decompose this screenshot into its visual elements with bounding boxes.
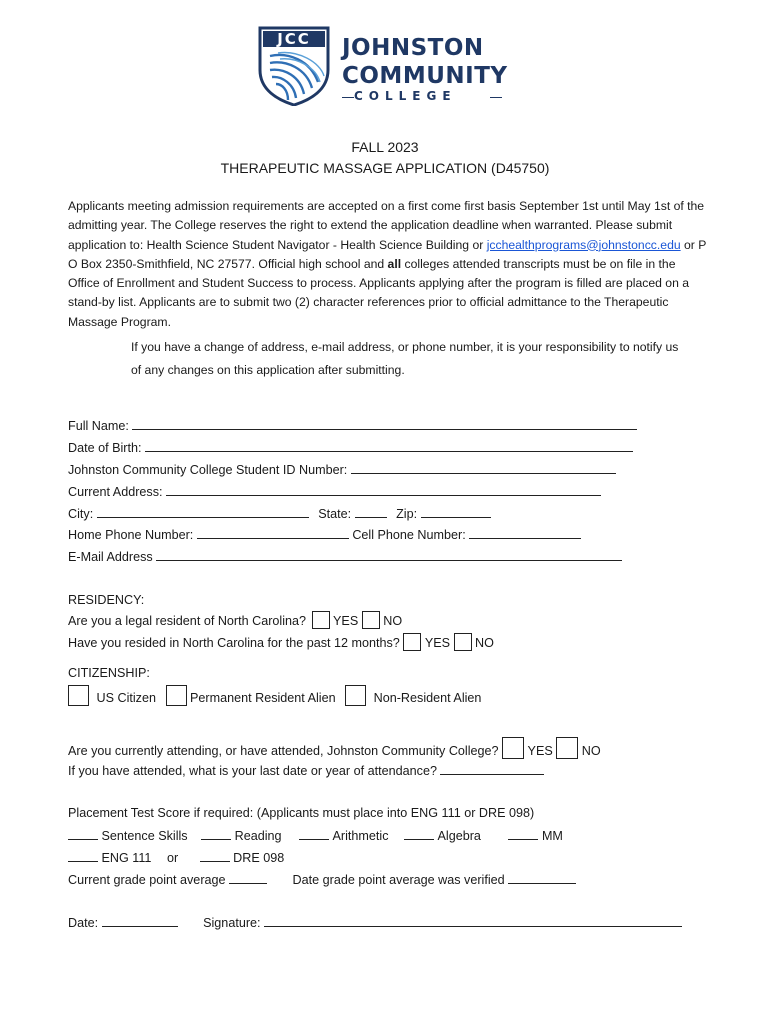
home-phone-label: Home Phone Number: xyxy=(68,528,194,542)
residency-q2-yes-checkbox[interactable] xyxy=(403,633,421,651)
sentence-skills-label: Sentence Skills xyxy=(101,829,188,843)
email-link[interactable]: jcchealthprograms@johnstoncc.edu xyxy=(486,237,681,252)
residency-q1-yes-checkbox[interactable] xyxy=(312,611,330,629)
sentence-skills-field[interactable] xyxy=(68,825,98,840)
yes-label: YES xyxy=(333,614,359,628)
mm-field[interactable] xyxy=(508,825,538,840)
email-label: E-Mail Address xyxy=(68,550,153,564)
student-id-row xyxy=(68,459,616,479)
no-label: NO xyxy=(581,744,601,758)
us-citizen-checkbox[interactable] xyxy=(68,685,89,706)
signature-label: Signature: xyxy=(203,916,261,930)
no-label: NO xyxy=(383,614,403,628)
dob-label: Date of Birth: xyxy=(68,441,142,455)
term-heading: FALL 2023 xyxy=(351,139,419,155)
signature-row xyxy=(68,912,682,932)
algebra-field[interactable] xyxy=(404,825,434,840)
yes-label: YES xyxy=(527,744,553,758)
full-name-row xyxy=(68,415,637,435)
gpa-row xyxy=(68,869,576,889)
or-label: or xyxy=(166,851,179,865)
state-label: State: xyxy=(318,507,352,521)
dob-field[interactable] xyxy=(145,437,633,452)
algebra-label: Algebra xyxy=(437,829,481,843)
student-id-field[interactable] xyxy=(351,459,616,474)
arithmetic-field[interactable] xyxy=(299,825,329,840)
zip-label: Zip: xyxy=(396,507,418,521)
attendance-q2-label: If you have attended, what is your last date or year of attendance? xyxy=(68,764,437,778)
dre-098-field[interactable] xyxy=(200,847,230,862)
reading-label: Reading xyxy=(234,829,282,843)
attendance-q1-label: Are you currently attending, or have attended, Johnston Community College? xyxy=(68,744,499,758)
citizenship-heading: CITIZENSHIP: xyxy=(68,666,150,680)
logo-divider-left xyxy=(342,97,354,98)
cell-phone-field[interactable] xyxy=(469,524,581,539)
permanent-resident-label: Permanent Resident Alien xyxy=(190,691,336,705)
attendance-yes-checkbox[interactable] xyxy=(502,737,524,759)
intro-paragraph xyxy=(68,197,708,332)
intro-text-3: colleges attended transcripts must be on file in the Office of Enrollment and Student Success to process. Applicants applying after the program is filled are placed on a stand-by list. Applicants are to submit two (2) character references prior to official admittance to the Therapeutic Massage Program. xyxy=(68,256,690,329)
residency-heading: RESIDENCY: xyxy=(68,593,145,607)
application-title: THERAPEUTIC MASSAGE APPLICATION (D45750) xyxy=(220,160,550,176)
dob-row xyxy=(68,437,633,457)
logo-line-college: COLLEGE xyxy=(354,89,457,103)
arithmetic-label: Arithmetic xyxy=(332,829,389,843)
logo-divider-right xyxy=(490,97,502,98)
attendance-q1-row xyxy=(68,737,601,757)
non-resident-label: Non-Resident Alien xyxy=(373,691,482,705)
change-notice: If you have a change of address, e-mail address, or phone number, it is your responsibility to notify us of any changes on this application after submitting. xyxy=(131,340,679,377)
eng-111-label: ENG 111 xyxy=(101,851,152,865)
zip-field[interactable] xyxy=(421,503,491,518)
residency-q2-label: Have you resided in North Carolina for the past 12 months? xyxy=(68,636,400,650)
city-label: City: xyxy=(68,507,94,521)
mm-label: MM xyxy=(541,829,563,843)
full-name-label: Full Name: xyxy=(68,419,129,433)
residency-q2-no-checkbox[interactable] xyxy=(454,633,472,651)
date-field[interactable] xyxy=(102,912,178,927)
address-label: Current Address: xyxy=(68,485,163,499)
intro-bold: all xyxy=(387,256,402,271)
state-field[interactable] xyxy=(355,503,387,518)
full-name-field[interactable] xyxy=(132,415,637,430)
attendance-no-checkbox[interactable] xyxy=(556,737,578,759)
logo-line-johnston: JOHNSTON xyxy=(342,35,484,61)
gpa-field[interactable] xyxy=(229,869,267,884)
dre-098-label: DRE 098 xyxy=(233,851,285,865)
cell-phone-label: Cell Phone Number: xyxy=(352,528,466,542)
placement-heading: Placement Test Score if required: (Applicants must place into ENG 111 or DRE 098) xyxy=(68,806,535,820)
no-label: NO xyxy=(475,636,494,650)
gpa-verified-label: Date grade point average was verified xyxy=(292,873,505,887)
intro-text-2: or P O Box 2350-Smithfield, NC 27577. Official high school and xyxy=(68,237,707,271)
email-row xyxy=(68,546,622,566)
phone-row xyxy=(68,524,581,544)
logo-line-community: COMMUNITY xyxy=(342,63,508,89)
yes-label: YES xyxy=(424,636,451,650)
city-state-zip-row xyxy=(68,503,491,523)
address-row xyxy=(68,481,601,501)
non-resident-checkbox[interactable] xyxy=(345,685,366,706)
placement-scores-row xyxy=(68,825,563,845)
attendance-date-field[interactable] xyxy=(440,760,544,775)
student-id-label: Johnston Community College Student ID Number: xyxy=(68,463,348,477)
email-field[interactable] xyxy=(156,546,622,561)
date-label: Date: xyxy=(68,916,99,930)
eng-dre-row xyxy=(68,847,284,867)
eng-111-field[interactable] xyxy=(68,847,98,862)
city-field[interactable] xyxy=(97,503,309,518)
permanent-resident-checkbox[interactable] xyxy=(166,685,187,706)
residency-q1-row xyxy=(68,611,402,631)
intro-text-1: Applicants meeting admission requirements are accepted on a first come first basis September 1st until May 1st of the admitting year. The College reserves the right to extend the application deadline when warranted. Please submit application to: Health Science Student Navigator - Health Science Building or xyxy=(68,199,705,252)
reading-field[interactable] xyxy=(201,825,231,840)
jcc-shield-icon xyxy=(258,26,330,106)
attendance-q2-row xyxy=(68,760,544,780)
signature-field[interactable] xyxy=(264,912,682,927)
address-field[interactable] xyxy=(166,481,601,496)
college-logo xyxy=(258,26,518,106)
gpa-label: Current grade point average xyxy=(68,873,226,887)
residency-q2-row xyxy=(68,633,494,653)
home-phone-field[interactable] xyxy=(197,524,349,539)
citizenship-row xyxy=(68,685,481,705)
svg-text:JCC: JCC xyxy=(277,30,311,48)
us-citizen-label: US Citizen xyxy=(96,691,156,705)
gpa-verified-field[interactable] xyxy=(508,869,576,884)
residency-q1-no-checkbox[interactable] xyxy=(362,611,380,629)
residency-q1-label: Are you a legal resident of North Carolina? xyxy=(68,614,307,628)
